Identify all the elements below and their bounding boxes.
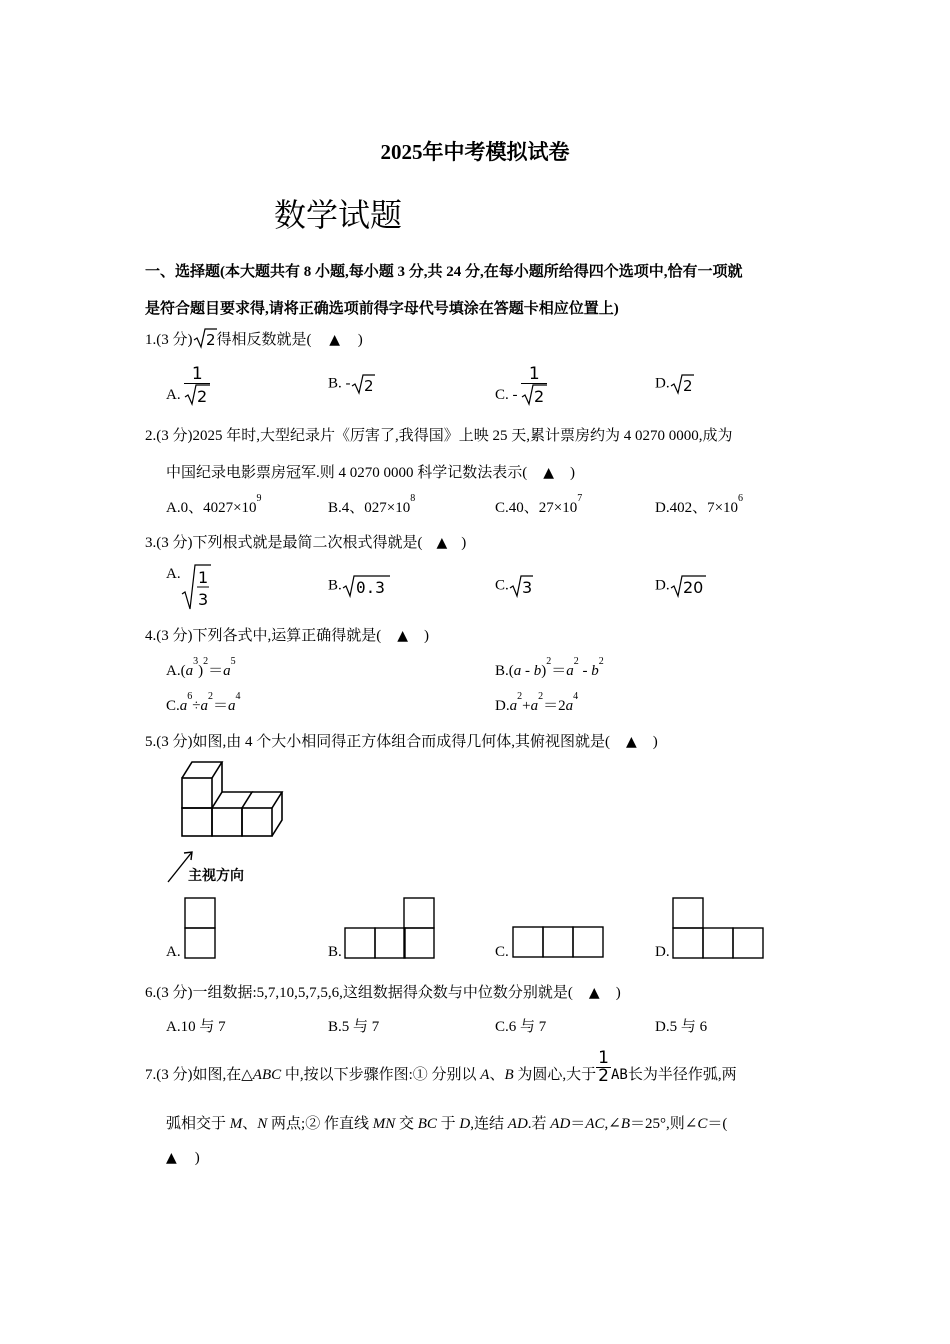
svg-text:20: 20 [682,578,703,597]
exam-subtitle: 数学试题 [274,196,403,234]
q2-option-d[interactable]: D.402、$7\times 10^6$ [655,493,744,516]
q3-option-d[interactable]: D. 20 [655,575,706,597]
q5-option-d-label[interactable]: D. [655,944,670,960]
question-6: 6.(3 分)一组数据:5,7,10,5,7,5,6,这组数据得众数与中位数分别就是( ▲ ) [145,985,621,1001]
answer-mark-icon: ▲ [543,465,555,481]
fraction: $\frac{1}{2}$ [598,1048,609,1086]
question-3: 3.(3 分)下列根式就是最简二次根式得就是( ▲ ) [145,535,467,551]
svg-text:3: 3 [521,578,532,597]
q1-option-d[interactable]: D. 2 [655,375,693,395]
cube-assembly-figure [160,758,300,890]
q6-option-b[interactable]: B.5 与 7 [328,1019,380,1035]
svg-text:3: 3 [197,590,208,609]
question-7-line2: 弧相交于 M、N 两点;② 作直线 MN 交 BC 于 D,连结 AD.若 AD＝AC,∠B＝25°,则∠C＝( [166,1116,728,1132]
svg-text:2: 2 [363,377,374,395]
q1-option-a[interactable]: A. $\frac{1}{2}$ [166,366,210,409]
q1-suffix: 得相反数就是( [216,332,312,348]
question-2-line2: 中国纪录电影票房冠军.则 4 0270 0000 科学记数法表示( ▲ ) [166,465,576,481]
question-4: 4.(3 分)下列各式中,运算正确得就是( ▲ ) [145,628,430,644]
svg-text:0.3: 0.3 [355,578,385,597]
q6-option-a[interactable]: A.10 与 7 [166,1019,226,1035]
q3-option-a[interactable]: A. 1 3 [166,564,211,610]
fraction: $\frac{1}{2}$ [184,366,210,409]
q5-option-c-label[interactable]: C. [495,944,509,960]
answer-mark-icon: ▲ [436,535,448,551]
question-5: 5.(3 分)如图,由 4 个大小相同得正方体组合而成得几何体,其俯视图就是( ▲ ) [145,734,658,750]
sqrt-symbol [193,328,217,353]
q1-radicand: 2 [205,331,216,350]
answer-mark-icon: ▲ [166,1150,177,1166]
exam-title: 2025年中考模拟试卷 [380,140,570,164]
question-2-line1: 2.(3 分)2025 年时,大型纪录片《厉害了,我得国》上映 25 天,累计票房约为 4 0270 0000,成为 [145,428,733,444]
section-header-line1: 一、选择题(本大题共有 8 小题,每小题 3 分,共 24 分,在每小题所给得四个选项中,恰有一项就 [145,264,743,280]
fraction: $\frac{1}{2}$ [521,366,547,409]
q6-option-d[interactable]: D.5 与 6 [655,1019,708,1035]
q4-option-b[interactable]: $B.(a - b)^2=a^2 - b^2$ [495,656,604,679]
q1-prefix: 1.(3 分) [145,332,193,348]
q1-close: ) [357,332,363,348]
q3-option-c[interactable]: C. 3 [495,577,532,597]
q3-option-b[interactable]: B. 0.3 [328,575,390,597]
svg-text:1: 1 [197,568,208,587]
question-1 [145,328,363,353]
view-direction-label: 主视方向 [188,868,244,884]
answer-mark-icon: ▲ [329,332,341,348]
q1-option-b[interactable]: B. - 2 [328,375,374,395]
q5-option-b-figure[interactable] [344,897,436,959]
q4-option-a[interactable]: $A.(a^3)^2=a^5$ [166,656,236,679]
q1-option-c[interactable]: C. - $\frac{1}{2}$ [495,366,547,409]
q6-option-c[interactable]: C.6 与 7 [495,1019,547,1035]
q4-option-c[interactable]: $C.a^6\div a^2=a^4$ [166,691,241,714]
svg-text:2: 2 [197,387,208,406]
answer-mark-icon: ▲ [397,628,409,644]
q5-option-b-label[interactable]: B. [328,944,342,960]
question-7-line1: 7.(3 分)如图,在△ABC 中,按以下步骤作图:① 分别以 A、B 为圆心,大于 $\frac{1}{2}$ AB长为半径作弧,两 [145,1048,737,1086]
q2-option-b[interactable]: B.4、$027\times 10^8$ [328,493,416,516]
q2-option-a[interactable]: A.0、$4027\times 10^9$ [166,493,262,516]
q5-option-a-figure[interactable] [184,897,216,959]
question-7-line3: ▲ ) [166,1150,200,1166]
q2-option-c[interactable]: C.40、$27\times 10^7$ [495,493,583,516]
svg-text:2: 2 [682,377,693,395]
section-header-line2: 是符合题目要求得,请将正确选项前得字母代号填涂在答题卡相应位置上) [145,301,619,317]
svg-text:2: 2 [534,387,545,406]
answer-mark-icon: ▲ [626,734,637,750]
q5-option-d-figure[interactable] [672,897,766,959]
answer-mark-icon: ▲ [588,985,600,1001]
q4-option-d[interactable]: $D.a^2+a^2=2a^4$ [495,691,579,714]
q5-option-a-label[interactable]: A. [166,944,181,960]
q5-option-c-figure[interactable] [512,926,604,960]
